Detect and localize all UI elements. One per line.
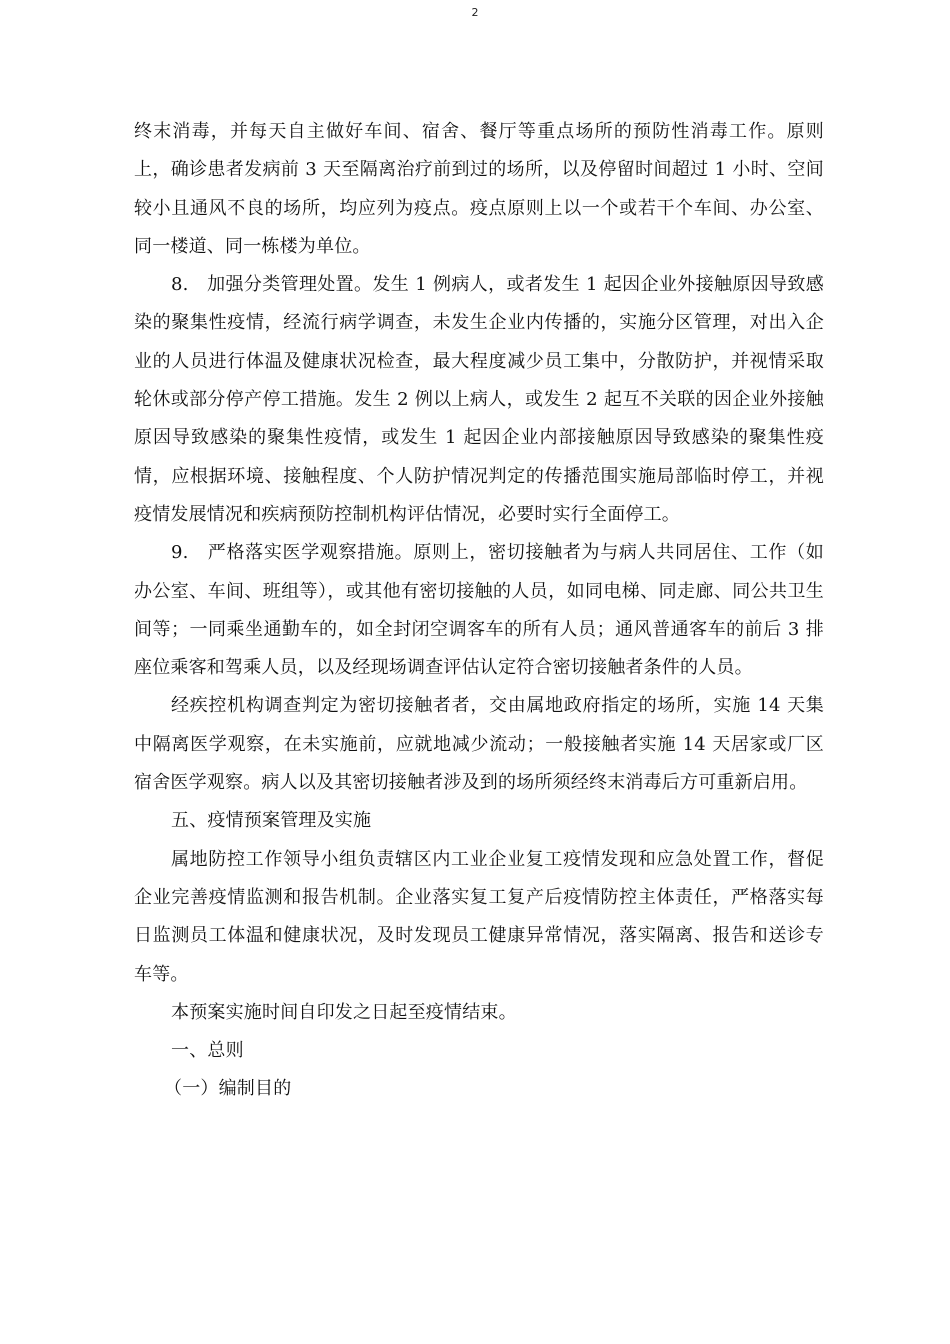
section-heading-general: 一、总则	[171, 1040, 244, 1062]
subsection-heading-purpose: （一）编制目的	[164, 1078, 292, 1100]
document-body	[134, 113, 824, 1109]
paragraph-item-9: 9. 严格落实医学观察措施。原则上，密切接触者为与病人共同居住、工作（如办公室、车间、班组等），或其他有密切接触的人员，如同电梯、同走廊、同公共卫生间等；一同乘坐通勤车的，如全封闭空调客车的所有人员；通风普通客车的前后 3 排座位乘客和驾乘人员，以及经现场调查评估认定符合密切接触者条件的人员。	[134, 542, 824, 679]
paragraph-close-contacts: 经疾控机构调查判定为密切接触者者，交由属地政府指定的场所，实施 14 天集中隔离医学观察，在未实施前，应就地减少流动；一般接触者实施 14 天居家或厂区宿舍医学观察。病人以及其密切接触者涉及到的场所须经终末消毒后方可重新启用。	[134, 695, 824, 794]
page-number: 2	[471, 6, 479, 19]
paragraph-item-8: 8. 加强分类管理处置。发生 1 例病人，或者发生 1 起因企业外接触原因导致感染的聚集性疫情，经流行病学调查，未发生企业内传播的，实施分区管理，对出入企业的人员进行体温及健康状况检查，最大程度减少员工集中，分散防护，并视情采取轮休或部分停产停工措施。发生 2 例以上病人，或发生 2 起互不关联的因企业外接触原因导致感染的聚集性疫情，或发生 1 起因企业内部接触原因导致感染的聚集性疫情，应根据环境、接触程度、个人防护情况判定的传播范围实施局部临时停工，并视疫情发展情况和疾病预防控制机构评估情况，必要时实行全面停工。	[134, 274, 824, 525]
paragraph-plan-management: 属地防控工作领导小组负责辖区内工业企业复工疫情发现和应急处置工作，督促企业完善疫情监测和报告机制。企业落实复工复产后疫情防控主体责任，严格落实每日监测员工体温和健康状况，及时发现员工健康异常情况，落实隔离、报告和送诊专车等。	[134, 848, 824, 985]
paragraph-disinfection: 终末消毒，并每天自主做好车间、宿舍、餐厅等重点场所的预防性消毒工作。原则上，确诊患者发病前 3 天至隔离治疗前到过的场所，以及停留时间超过 1 小时、空间较小且通风不良的场所，均应列为疫点。疫点原则上以一个或若干个车间、办公室、同一楼道、同一栋楼为单位。	[134, 121, 824, 257]
section-heading-5: 五、疫情预案管理及实施	[171, 810, 372, 832]
paragraph-effective-date: 本预案实施时间自印发之日起至疫情结束。	[171, 1001, 517, 1023]
